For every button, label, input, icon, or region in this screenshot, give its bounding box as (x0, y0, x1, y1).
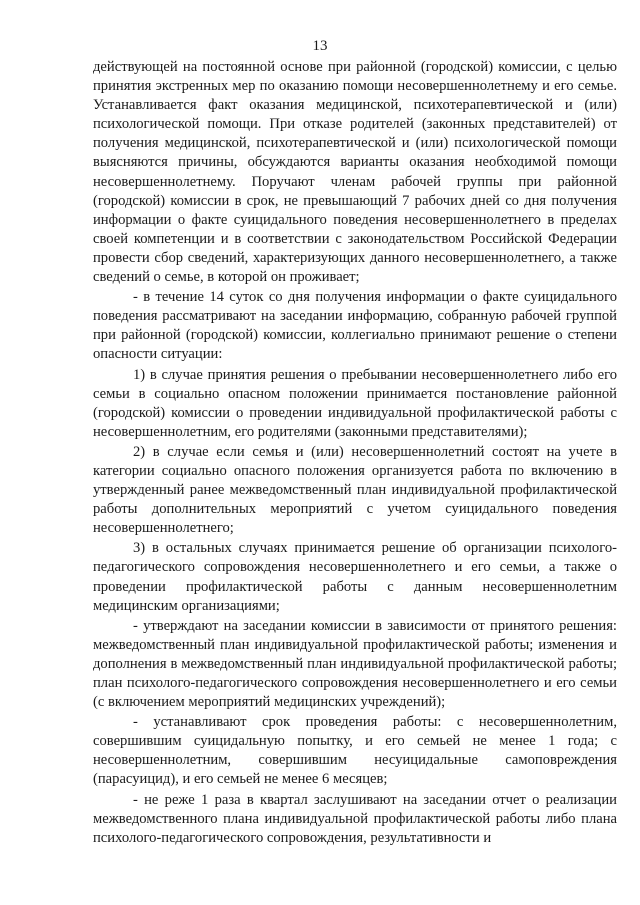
paragraph-set-term: - устанавливают срок проведения работы: с несовершеннолетним, совершившим суицидальную попытку, и его семьей не менее 1 года; с несовершеннолетним, совершившим несуицидальные самоповреждения (парасуицид), и его семьей не менее 6 месяцев; (93, 714, 617, 788)
page-number: 13 (312, 38, 328, 54)
paragraph-decision-1: 1) в случае принятия решения о пребывании несовершеннолетнего либо его семьи в социально опасном положении принимается постановление районной (городской) комиссии о проведении индивидуальной профилактической работы с несовершеннолетним, его родителями (законными представителями); (93, 366, 617, 440)
paragraph-decision-2: 2) в случае если семья и (или) несовершеннолетний состоят на учете в категории социально опасного положения организуется работа по включению в утвержденный ранее межведомственный план индивидуальной профилактической работы дополнительных мероприятий с учетом суицидального поведения несовершеннолетнего; (93, 443, 617, 537)
paragraph-continuation: действующей на постоянной основе при районной (городской) комиссии, с целью принятия экстренных мер по оказанию помощи несовершеннолетнему и его семье. Устанавливается факт оказания медицинской, психотерапевтической и (или) психологической помощи. При отказе родителей (законных представителей) от получения медицинской, психотерапевтической и (или) психологической помощи выясняются причины, обсуждаются варианты оказания необходимой помощи несовершеннолетнему. Поручают членам рабочей группы при районной (городской) комиссии в срок, не превышающий 7 рабочих дней со дня получения информации о факте суицидального поведения несовершеннолетнего в пределах своей компетенции и в соответствии с законодательством Российской Федерации провести сбор сведений, характеризующих данного несовершеннолетнего, а также сведений о семье, в которой он проживает; (93, 59, 617, 286)
paragraph-decision-3: 3) в остальных случаях принимается решение об организации психолого-педагогического сопровождения несовершеннолетнего и его семьи, а также о проведении профилактической работы с данным несовершеннолетним медицинским организациями; (93, 540, 617, 614)
paragraph-review-within-14-days: - в течение 14 суток со дня получения информации о факте суицидального поведения рассматривают на заседании информацию, собранную рабочей группой при районной (городской) комиссии, коллегиально принимают решение о степени опасности ситуации: (93, 289, 617, 363)
paragraph-approve-plans: - утверждают на заседании комиссии в зависимости от принятого решения: межведомственный план индивидуальной профилактической работы; изменения и дополнения в межведомственный план индивидуальной профилактической работы; план психолого-педагогического сопровождения несовершеннолетнего и его семьи (с включением мероприятий медицинских учреждений); (93, 617, 617, 711)
paragraph-quarterly-report: - не реже 1 раза в квартал заслушивают на заседании отчет о реализации межведомственного плана индивидуальной профилактической работы либо плана психолого-педагогического сопровождения, результативности и (93, 791, 617, 846)
document-body (93, 58, 617, 849)
